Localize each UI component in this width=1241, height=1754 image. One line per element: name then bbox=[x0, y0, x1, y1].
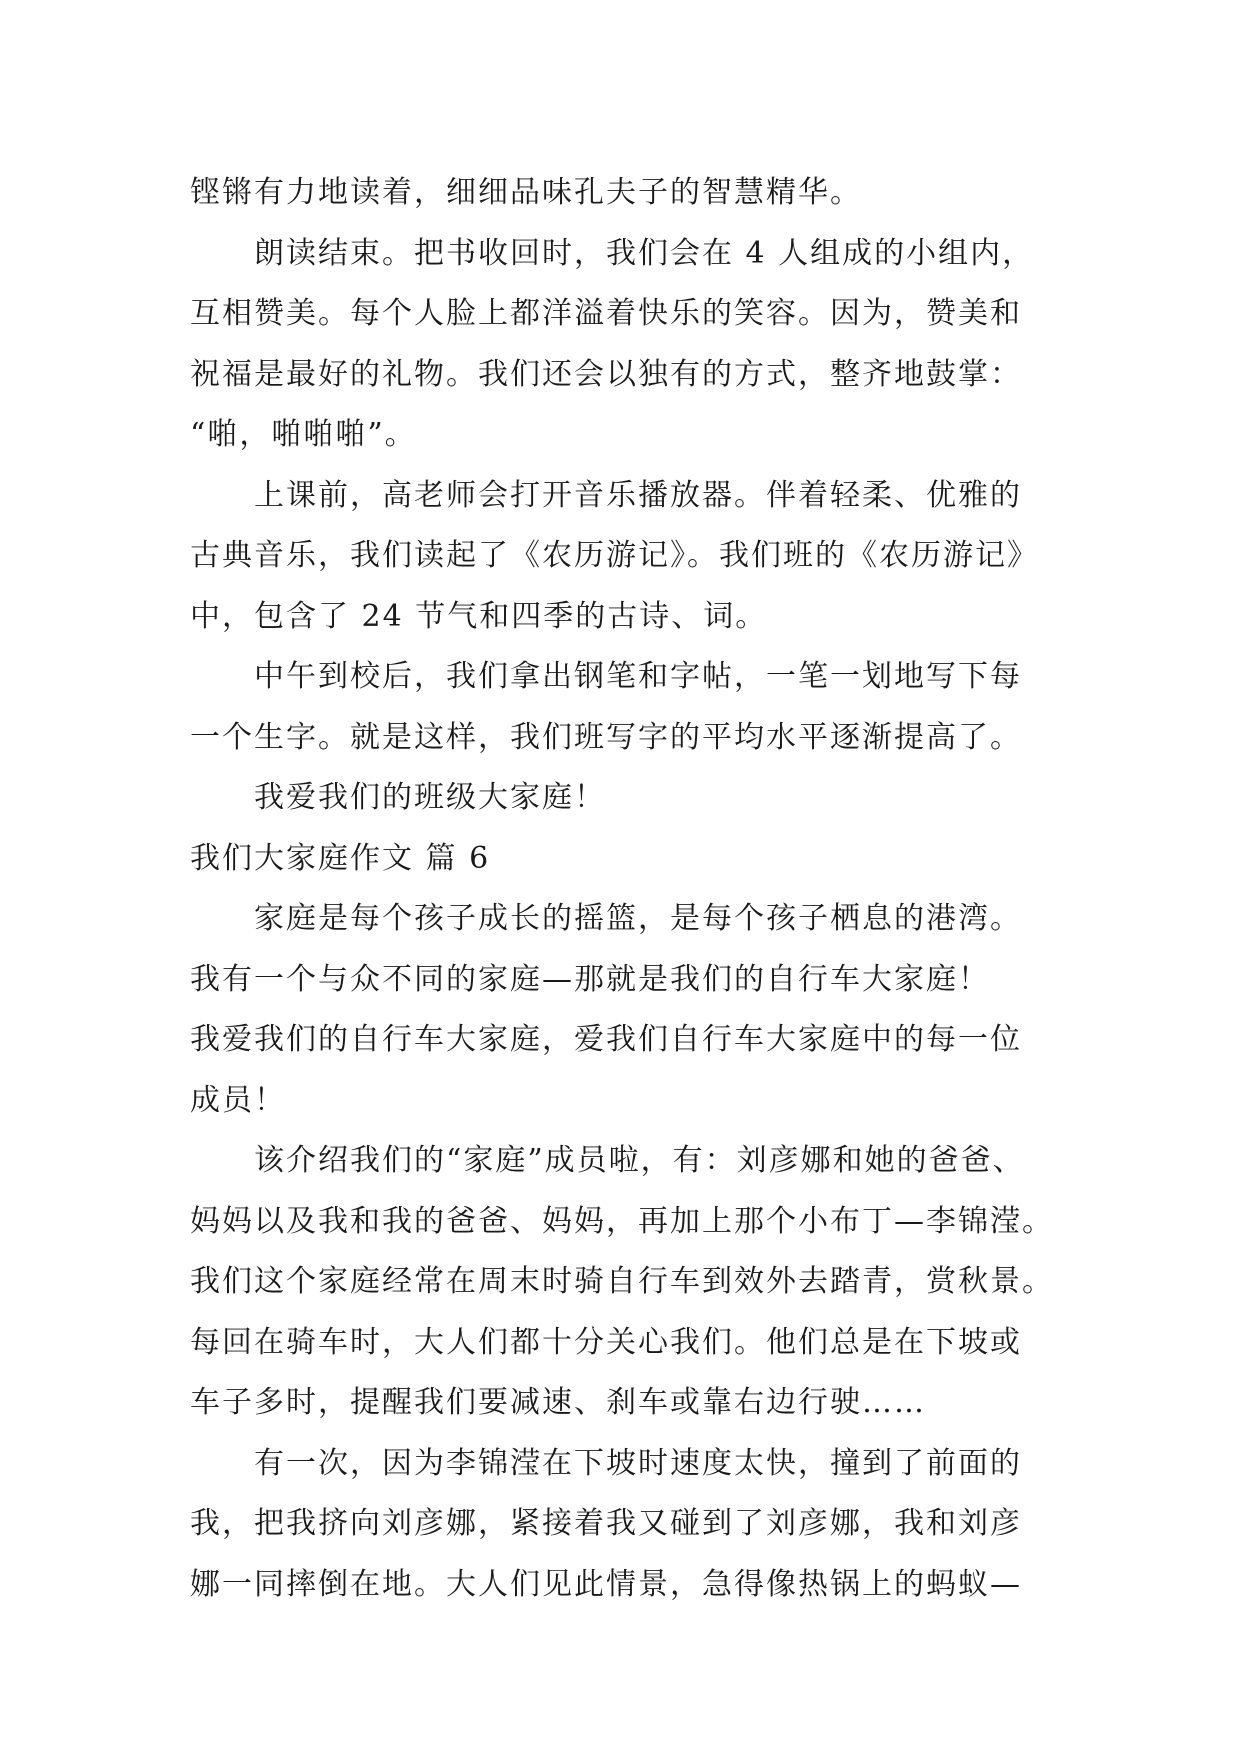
text-line: 中，包含了 24 节气和四季的古诗、词。 bbox=[190, 598, 768, 634]
text-line: 古典音乐，我们读起了《农历游记》。我们班的《农历游记》 bbox=[190, 538, 1039, 573]
text-line: 互相赞美。每个人脸上都洋溢着快乐的笑容。因为，赞美和 bbox=[190, 296, 1022, 331]
text-line: 娜一同摔倒在地。大人们见此情景，急得像热锅上的蚂蚁— bbox=[190, 1566, 1022, 1602]
text-line: 车子多时，提醒我们要减速、刹车或靠右边行驶…… bbox=[190, 1385, 926, 1420]
text-line: 成员！ bbox=[190, 1082, 286, 1118]
text-line: 上课前，高老师会打开音乐播放器。伴着轻柔、优雅的 bbox=[254, 477, 1022, 513]
text-line: 妈妈以及我和我的爸爸、妈妈，再加上那个小布丁—李锦滢。 bbox=[190, 1203, 1054, 1239]
document-body bbox=[190, 163, 1070, 1615]
text-line: 铿锵有力地读着，细细品味孔夫子的智慧精华。 bbox=[190, 175, 862, 210]
text-line: 我们这个家庭经常在周末时骑自行车到效外去踏青，赏秋景。 bbox=[190, 1264, 1054, 1299]
text-line: 我有一个与众不同的家庭—那就是我们的自行车大家庭！ bbox=[190, 961, 990, 997]
text-line: 每回在骑车时，大人们都十分关心我们。他们总是在下坡或 bbox=[190, 1324, 1022, 1360]
text-line: 祝福是最好的礼物。我们还会以独有的方式，整齐地鼓掌： bbox=[190, 356, 1022, 392]
text-line: 家庭是每个孩子成长的摇篮，是每个孩子栖息的港湾。 bbox=[254, 901, 1022, 936]
text-line: 朗读结束。把书收回时，我们会在 4 人组成的小组内， bbox=[254, 235, 1035, 271]
text-line: 我，把我挤向刘彦娜，紧接着我又碰到了刘彦娜，我和刘彦 bbox=[190, 1506, 1022, 1541]
text-line: 我爱我们的班级大家庭！ bbox=[254, 780, 606, 815]
text-line: “啪，啪啪啪”。 bbox=[190, 417, 417, 452]
text-line: 有一次，因为李锦滢在下坡时速度太快，撞到了前面的 bbox=[254, 1445, 1022, 1481]
text-line: 一个生字。就是这样，我们班写字的平均水平逐渐提高了。 bbox=[190, 719, 1022, 755]
text-line: 该介绍我们的“家庭”成员啦，有：刘彦娜和她的爸爸、 bbox=[254, 1143, 1025, 1178]
section-heading: 我们大家庭作文 篇 6 bbox=[190, 840, 491, 876]
text-line: 中午到校后，我们拿出钢笔和字帖，一笔一划地写下每 bbox=[254, 659, 1022, 694]
text-line: 我爱我们的自行车大家庭，爱我们自行车大家庭中的每一位 bbox=[190, 1022, 1022, 1057]
